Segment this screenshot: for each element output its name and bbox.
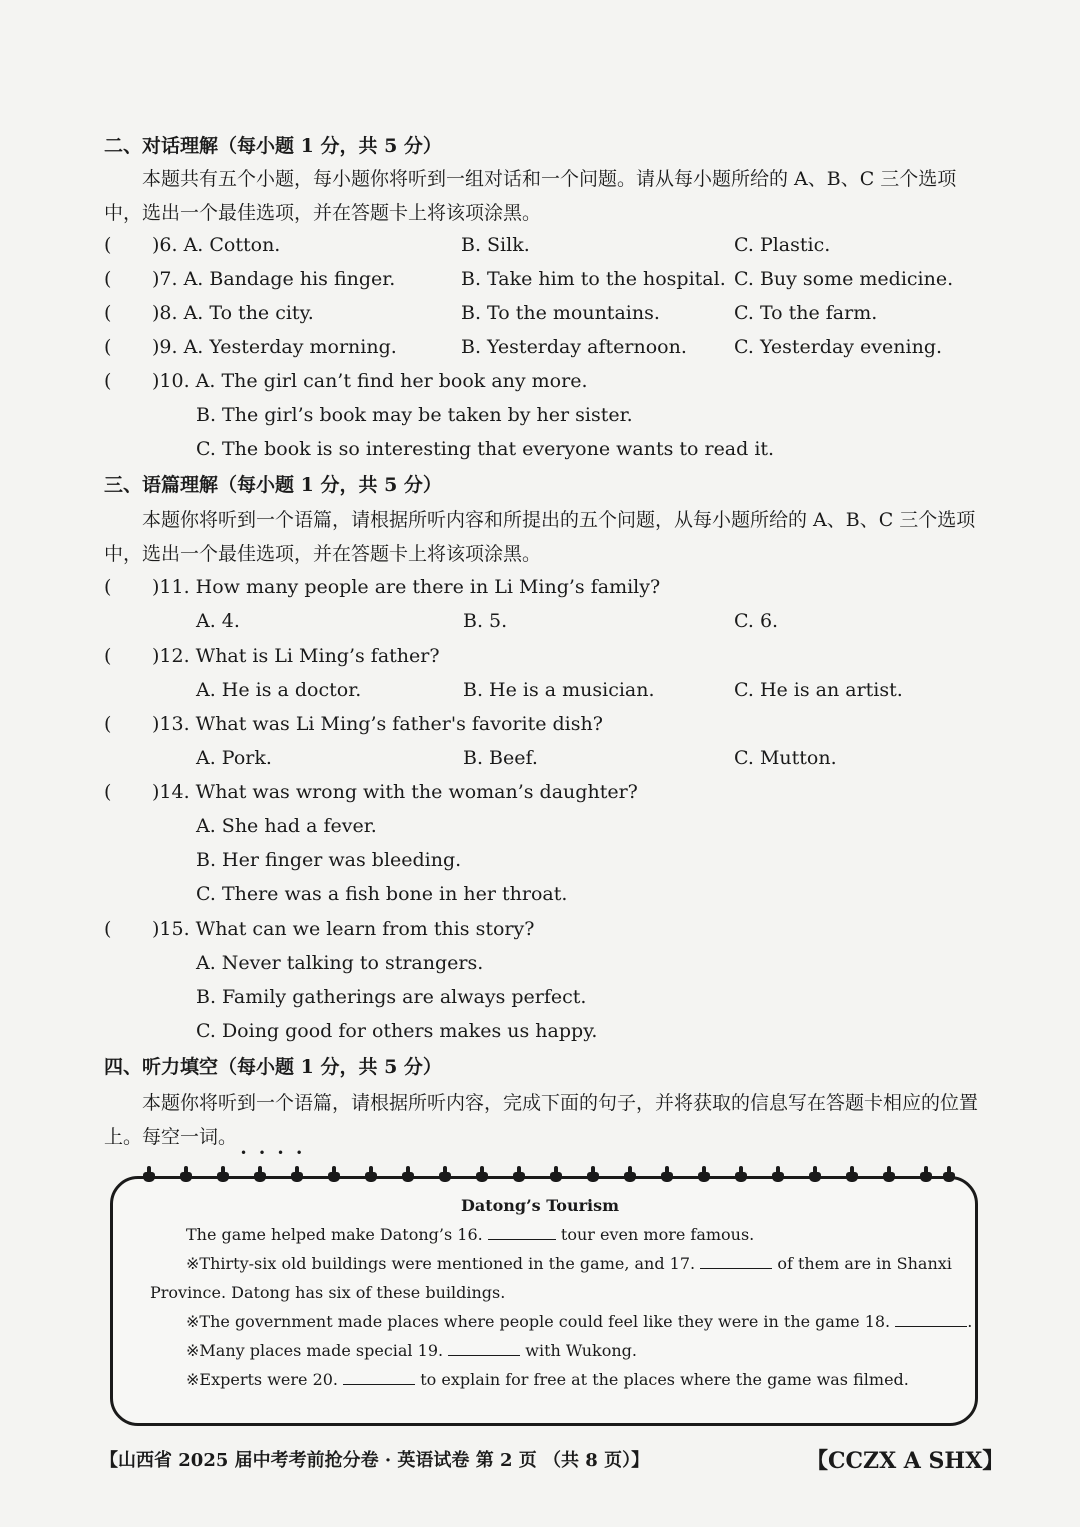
ring-icon: [732, 1166, 750, 1186]
ring-icon: [769, 1166, 787, 1186]
section-4-instruction: 本题你将听到一个语篇，请根据所听内容，完成下面的句子，并将获取的信息写在答题卡相应的位置上。每空一词。: [104, 1092, 979, 1148]
blank-18[interactable]: [895, 1312, 967, 1327]
blank-16-text-after: tour even more famous.: [560, 1225, 755, 1244]
q15-question: )15. What can we learn from this story?: [152, 918, 535, 940]
section-3-instruction: 本题你将听到一个语篇，请根据所听内容和所提出的五个问题，从每小题所给的 A、B、C 三个选项中，选出一个最佳选项，并在答题卡上将该项涂黑。: [104, 509, 976, 565]
ring-icon: [288, 1166, 306, 1186]
blank-18-text-after: .: [967, 1312, 973, 1331]
province-line: Province. Datong has six of these buildings.: [150, 1283, 506, 1302]
q7-option-a: )7. A. Bandage his finger.: [152, 268, 396, 290]
blank-19-text-after: with Wukong.: [525, 1341, 637, 1360]
ring-icon: [843, 1166, 861, 1186]
q13-option-c: C. Mutton.: [734, 747, 837, 769]
q9-option-a: )9. A. Yesterday morning.: [152, 336, 397, 358]
ring-icon: [510, 1166, 528, 1186]
answer-paren: (: [104, 918, 112, 940]
answer-paren: (: [104, 302, 112, 324]
q6-option-b: B. Silk.: [461, 234, 530, 256]
answer-paren: (: [104, 234, 112, 256]
ring-icon: [399, 1166, 417, 1186]
q13-question: )13. What was Li Ming’s father's favorite dish?: [152, 713, 603, 735]
ring-icon: [214, 1166, 232, 1186]
q11-option-b: B. 5.: [463, 610, 508, 632]
ring-icon: [436, 1166, 454, 1186]
answer-paren: (: [104, 370, 112, 392]
ring-icon: [940, 1166, 958, 1186]
q10-option-c: C. The book is so interesting that everyone wants to read it.: [196, 438, 775, 460]
answer-paren: (: [104, 576, 112, 598]
blank-18-text-before: ※The government made places where people could feel like they were in the game 18.: [186, 1312, 891, 1331]
q14-option-b: B. Her finger was bleeding.: [196, 849, 462, 871]
q13-option-b: B. Beef.: [463, 747, 538, 769]
blank-17-text-after: of them are in Shanxi: [777, 1254, 952, 1273]
answer-paren: (: [104, 336, 112, 358]
blank-19-text-before: ※Many places made special 19.: [186, 1341, 444, 1360]
answer-paren: (: [104, 781, 112, 803]
blank-20-line: [186, 1369, 909, 1391]
q6-option-c: C. Plastic.: [734, 234, 831, 256]
q10-option-b: B. The girl’s book may be taken by her sister.: [196, 404, 633, 426]
answer-paren: (: [104, 268, 112, 290]
q11-question: )11. How many people are there in Li Ming’s family?: [152, 576, 661, 598]
ring-icon: [140, 1166, 158, 1186]
q11-option-a: A. 4.: [196, 610, 240, 632]
blank-20[interactable]: [343, 1370, 415, 1385]
ring-icon: [362, 1166, 380, 1186]
footer-exam-info: 【山西省 2025 届中考考前抢分卷 · 英语试卷 第 2 页 （共 8 页）】: [100, 1450, 650, 1471]
q10-option-a: )10. A. The girl can’t find her book any more.: [152, 370, 588, 392]
q12-option-b: B. He is a musician.: [463, 679, 655, 701]
q13-option-a: A. Pork.: [196, 747, 272, 769]
blank-16[interactable]: [488, 1225, 556, 1240]
blank-19-line: [186, 1340, 637, 1362]
q15-option-b: B. Family gatherings are always perfect.: [196, 986, 587, 1008]
q12-question: )12. What is Li Ming’s father?: [152, 645, 440, 667]
ring-icon: [584, 1166, 602, 1186]
ring-icon: [251, 1166, 269, 1186]
q8-option-c: C. To the farm.: [734, 302, 878, 324]
blank-19[interactable]: [448, 1341, 520, 1356]
ring-icon: [177, 1166, 195, 1186]
ring-icon: [658, 1166, 676, 1186]
q15-option-c: C. Doing good for others makes us happy.: [196, 1020, 598, 1042]
ring-icon: [325, 1166, 343, 1186]
section-2-title: 二、对话理解（每小题 1 分，共 5 分）: [104, 135, 442, 157]
q7-option-c: C. Buy some medicine.: [734, 268, 954, 290]
q6-option-a: )6. A. Cotton.: [152, 234, 281, 256]
blank-16-line: [186, 1224, 754, 1246]
blank-17-text-before: ※Thirty-six old buildings were mentioned in the game, and 17.: [186, 1254, 696, 1273]
ring-icon: [473, 1166, 491, 1186]
q14-option-a: A. She had a fever.: [196, 815, 377, 837]
answer-paren: (: [104, 645, 112, 667]
q14-question: )14. What was wrong with the woman’s daughter?: [152, 781, 638, 803]
q8-option-a: )8. A. To the city.: [152, 302, 314, 324]
q12-option-a: A. He is a doctor.: [196, 679, 362, 701]
blank-16-text-before: The game helped make Datong’s 16.: [186, 1225, 483, 1244]
footer-code: 【CCZX A SHX】: [806, 1448, 1005, 1474]
ring-icon: [695, 1166, 713, 1186]
section-2-instruction: 本题共有五个小题，每小题你将听到一组对话和一个问题。请从每小题所给的 A、B、C 三个选项中，选出一个最佳选项，并在答题卡上将该项涂黑。: [104, 168, 957, 224]
q11-option-c: C. 6.: [734, 610, 779, 632]
blank-18-line: [186, 1311, 972, 1333]
q14-option-c: C. There was a fish bone in her throat.: [196, 883, 568, 905]
ring-icon: [547, 1166, 565, 1186]
section-4-title: 四、听力填空（每小题 1 分，共 5 分）: [104, 1056, 442, 1078]
q9-option-b: B. Yesterday afternoon.: [461, 336, 687, 358]
ring-icon: [917, 1166, 935, 1186]
blank-20-text-before: ※Experts were 20.: [186, 1370, 339, 1389]
box-title: Datong’s Tourism: [460, 1196, 620, 1215]
ring-icon: [621, 1166, 639, 1186]
binder-rings: [140, 1166, 960, 1190]
q7-option-b: B. Take him to the hospital.: [461, 268, 726, 290]
answer-paren: (: [104, 713, 112, 735]
q9-option-c: C. Yesterday evening.: [734, 336, 943, 358]
section-3-title: 三、语篇理解（每小题 1 分，共 5 分）: [104, 474, 442, 496]
q15-option-a: A. Never talking to strangers.: [196, 952, 484, 974]
ring-icon: [880, 1166, 898, 1186]
blank-17[interactable]: [700, 1254, 772, 1269]
emphasis-dots: • • • •: [240, 1146, 303, 1160]
blank-17-line: [186, 1253, 952, 1275]
blank-20-text-after: to explain for free at the places where the game was filmed.: [420, 1370, 909, 1389]
ring-icon: [806, 1166, 824, 1186]
q8-option-b: B. To the mountains.: [461, 302, 660, 324]
q12-option-c: C. He is an artist.: [734, 679, 903, 701]
